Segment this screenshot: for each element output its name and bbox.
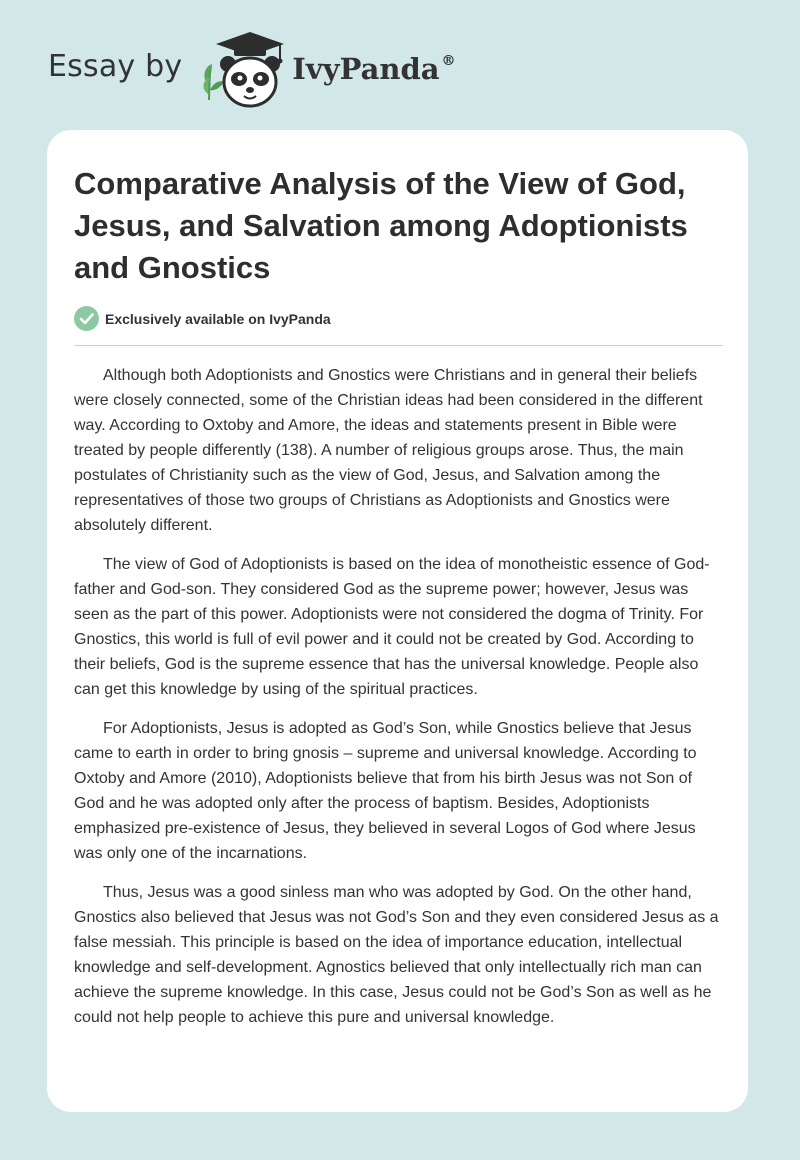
registered-mark: ® [441,53,456,69]
brand-name[interactable] [292,52,455,86]
essay-body [74,363,726,1044]
paragraph: For Adoptionists, Jesus is adopted as God’s Son, while Gnostics believe that Jesus came to earth in order to bring gnosis – supreme and universal knowledge. According to Oxtoby and Amore (2010), Adoptionists believe that from his birth Jesus was not Son of God and he was adopted only after the process of baptism. Besides, Adoptionists emphasized pre-existence of Jesus, they believed in several Logos of God where Jesus was only one of the incarnations. [74,720,697,862]
paragraph: The view of God of Adoptionists is based on the idea of monotheistic essence of God-father and God-son. They considered God as the supreme power; however, Jesus was seen as the part of this power. Adoptionists were not considered the dogma of Trinity. For Gnostics, this world is full of evil power and it could not be created by God. According to their beliefs, God is the supreme essence that has the universal knowledge. People also can get this knowledge by using of the spiritual practices. [74,556,710,698]
essay-title: Comparative Analysis of the View of God, Jesus, and Salvation among Adoptionists and Gnostics [74,166,688,285]
brand-text: IvyPanda [292,52,440,86]
panda-graduate-icon [200,30,288,110]
paragraph: Although both Adoptionists and Gnostics were Christians and in general their beliefs were closely connected, some of the Christian ideas had been considered in the different way. According to Oxtoby and Amore, the ideas and statements present in Bible were treated by people differently (138). A number of religious groups arose. Thus, the main postulates of Christianity such as the view of God, Jesus, and Salvation among the representatives of those two groups of Christians as Adoptionists and Gnostics were absolutely different. [74,367,703,534]
exclusive-badge-label: Exclusively available on IvyPanda [105,310,331,327]
paragraph: Thus, Jesus was a good sinless man who was adopted by God. On the other hand, Gnostics also believed that Jesus was not God’s Son and they even considered Jesus as a false messiah. This principle is based on the idea of importance education, intellectual knowledge and self-development. Agnostics believed that only intellectually rich man can achieve the supreme knowledge. In this case, Jesus could not be God’s Son as well as he could not help people to achieve this pure and universal knowledge. [74,884,719,1026]
check-circle-icon [74,306,99,331]
site-header [48,30,456,110]
essay-card [47,130,748,1112]
title-divider [74,345,723,346]
essay-by-label: Essay by [48,48,183,84]
exclusive-badge [74,306,331,331]
